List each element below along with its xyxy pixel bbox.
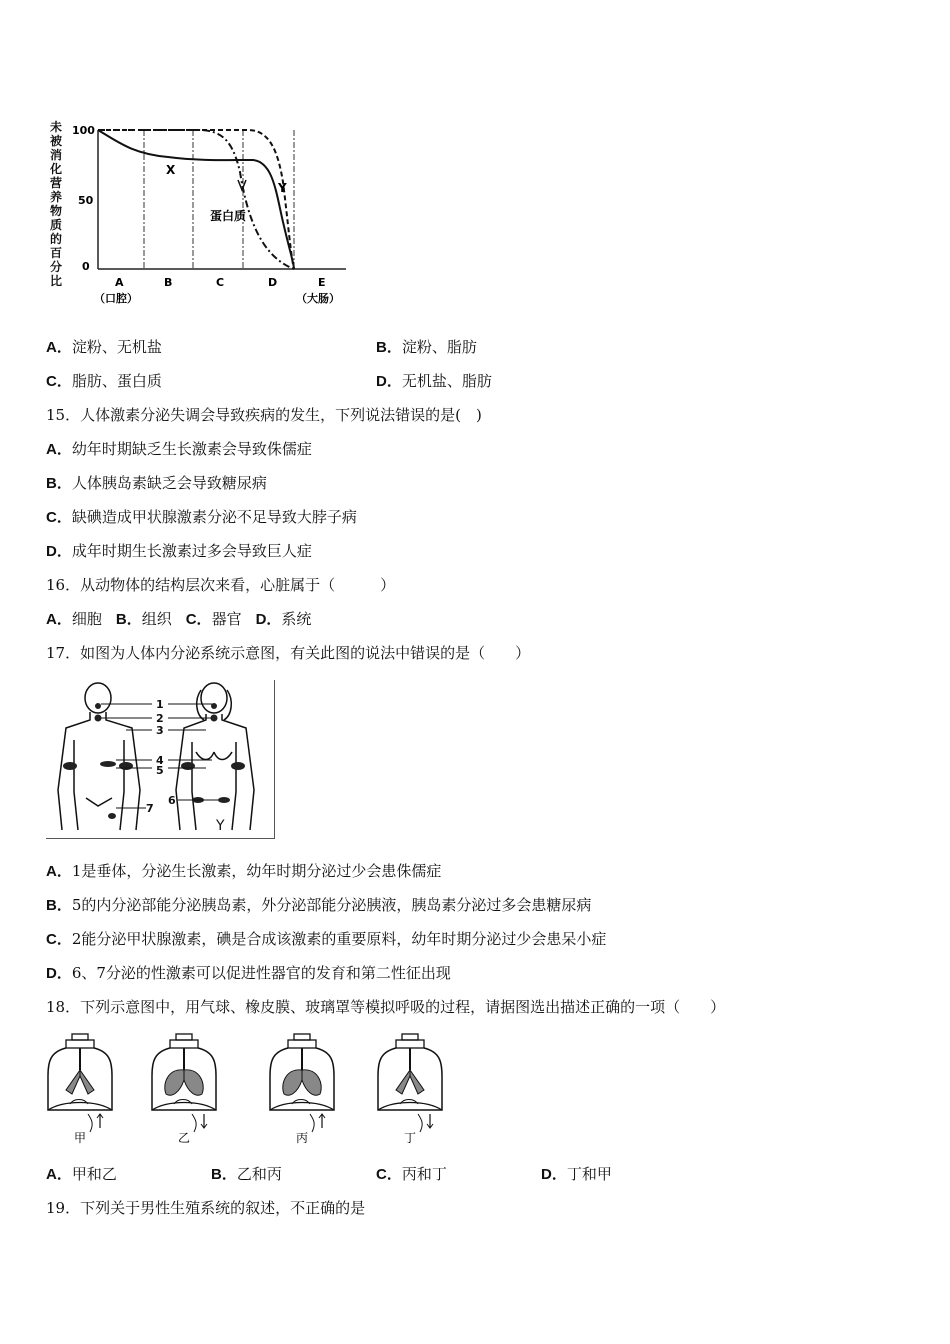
xcat-b: B bbox=[164, 276, 173, 289]
q18-stem: 18．下列示意图中，用气球、橡皮膜、玻璃罩等模拟呼吸的过程，请据图选出描述正确的一项（ ） bbox=[46, 998, 726, 1016]
q15-option-c[interactable]: C．缺碘造成甲状腺激素分泌不足导致大脖子病 bbox=[46, 508, 357, 526]
q16-option-b[interactable]: B．组织 bbox=[115, 610, 172, 628]
fig-label-6: 6 bbox=[168, 794, 176, 807]
q18-option-a[interactable]: A．甲和乙 bbox=[46, 1165, 117, 1183]
q19-stem: 19．下列关于男性生殖系统的叙述，不正确的是 bbox=[46, 1199, 366, 1217]
q17-stem: 17．如图为人体内分泌系统示意图，有关此图的说法中错误的是（ ） bbox=[46, 644, 531, 662]
curve-x-line bbox=[98, 130, 294, 269]
chart-ylabel: 未被消化营养物质的百分比 bbox=[50, 120, 63, 288]
label-x: X bbox=[166, 163, 176, 177]
curve-protein-line bbox=[98, 130, 294, 269]
label-y: Y bbox=[278, 181, 287, 195]
q15-stem: 15．人体激素分泌失调会导致疾病的发生，下列说法错误的是( ) bbox=[46, 406, 482, 424]
q17-option-a[interactable]: A．1是垂体，分泌生长激素，幼年时期分泌过少会患侏儒症 bbox=[46, 862, 442, 880]
jar-label-bing: 丙 bbox=[296, 1131, 309, 1145]
q17-option-b[interactable]: B．5的内分泌部能分泌胰岛素，外分泌部能分泌胰液，胰岛素分泌过多会患糖尿病 bbox=[46, 896, 592, 914]
q15-option-d[interactable]: D．成年时期生长激素过多会导致巨人症 bbox=[46, 542, 312, 560]
label-protein: 蛋白质 bbox=[210, 209, 247, 223]
jar-label-ding: 丁 bbox=[404, 1131, 417, 1145]
ytick-50: 50 bbox=[78, 194, 94, 207]
q15-option-a[interactable]: A．幼年时期缺乏生长激素会导致侏儒症 bbox=[46, 440, 312, 458]
jar-label-jia: 甲 bbox=[74, 1131, 87, 1145]
fig-label-7: 7 bbox=[146, 802, 154, 815]
xsub-a: （口腔） bbox=[94, 292, 138, 305]
digestion-chart bbox=[48, 112, 358, 312]
q15-option-b[interactable]: B．人体胰岛素缺乏会导致糖尿病 bbox=[46, 474, 267, 492]
fig-label-4: 4 bbox=[156, 754, 164, 767]
q18-option-c[interactable]: C．丙和丁 bbox=[376, 1165, 447, 1183]
ytick-100: 100 bbox=[72, 124, 95, 137]
q18-option-b[interactable]: B．乙和丙 bbox=[211, 1165, 282, 1183]
jar-label-yi: 乙 bbox=[178, 1131, 191, 1145]
q14-option-a[interactable]: A．淀粉、无机盐 bbox=[46, 338, 162, 356]
q14-option-c[interactable]: C．脂肪、蛋白质 bbox=[46, 372, 162, 390]
fig-label-1: 1 bbox=[156, 698, 164, 711]
q16-option-d[interactable]: D．系统 bbox=[255, 610, 312, 628]
q14-option-d[interactable]: D．无机盐、脂肪 bbox=[376, 372, 492, 390]
ytick-0: 0 bbox=[82, 260, 90, 273]
fig-label-y: Y bbox=[216, 818, 225, 834]
endocrine-figure bbox=[46, 680, 275, 839]
fig-label-3: 3 bbox=[156, 724, 164, 737]
q17-option-d[interactable]: D．6、7分泌的性激素可以促进性器官的发育和第二性征出现 bbox=[46, 964, 451, 982]
q16-options bbox=[46, 608, 311, 629]
q16-option-c[interactable]: C．器官 bbox=[185, 610, 242, 628]
q16-option-a[interactable]: A．细胞 bbox=[46, 610, 102, 628]
curve-y-line bbox=[98, 130, 294, 269]
xcat-e: E bbox=[318, 276, 326, 289]
chart-plot bbox=[48, 112, 358, 312]
xcat-a: A bbox=[115, 276, 124, 289]
xsub-e: （大肠） bbox=[296, 292, 340, 305]
q18-option-d[interactable]: D．丁和甲 bbox=[541, 1165, 612, 1183]
bell-jar-figure bbox=[44, 1032, 464, 1150]
q16-stem: 16．从动物体的结构层次来看，心脏属于（ ） bbox=[46, 576, 396, 594]
q17-option-c[interactable]: C．2能分泌甲状腺激素，碘是合成该激素的重要原料，幼年时期分泌过少会患呆小症 bbox=[46, 930, 607, 948]
q14-option-b[interactable]: B．淀粉、脂肪 bbox=[376, 338, 477, 356]
xcat-d: D bbox=[268, 276, 278, 289]
fig-label-5: 5 bbox=[156, 764, 164, 777]
xcat-c: C bbox=[216, 276, 225, 289]
fig-label-2: 2 bbox=[156, 712, 164, 725]
